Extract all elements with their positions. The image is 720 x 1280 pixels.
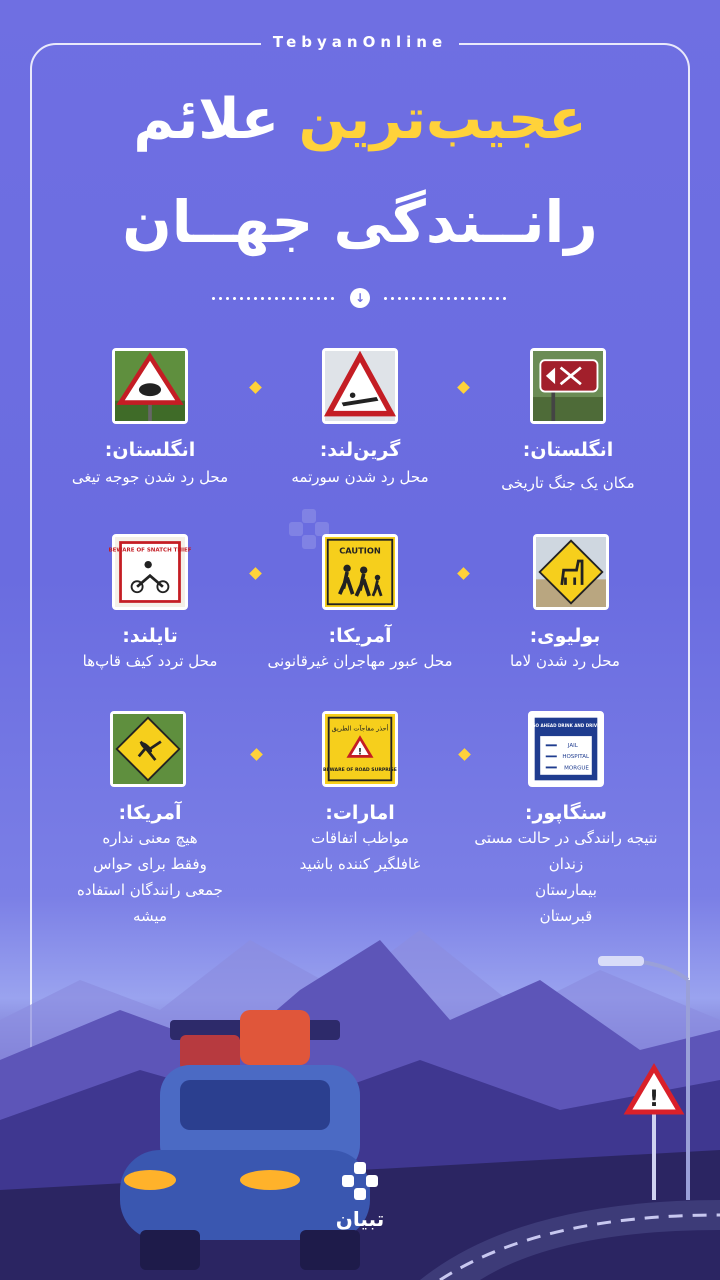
item-5-desc: محل عبور مهاجران غیرقانونی — [267, 652, 453, 670]
brand-header — [0, 32, 720, 51]
sign-uae-road-surprise — [322, 711, 398, 787]
svg-text:JAIL: JAIL — [567, 743, 578, 750]
item-8-desc-1: مواظب اتفاقات — [311, 829, 409, 847]
item-7-desc-4: قبرستان — [539, 907, 593, 925]
arrow-down-icon: ↓ — [350, 288, 370, 308]
sign-bolivia-llama — [533, 534, 609, 610]
llama-crossing-sign-icon — [536, 537, 606, 607]
item-1-desc: مکان یک جنگ تاریخی — [501, 474, 635, 492]
section-divider — [210, 288, 510, 308]
logo-text: تبیان — [335, 1207, 385, 1231]
svg-text:HOSPITAL: HOSPITAL — [562, 754, 590, 761]
item-8-desc-2: غافلگیر کننده باشید — [299, 855, 421, 873]
sign-road-surprise-text: BEWARE OF ROAD SURPRISE — [323, 768, 397, 774]
item-1-country: انگلستان: — [522, 439, 614, 461]
item-3-country: انگلستان: — [104, 439, 196, 461]
mosquito-sign-icon — [113, 714, 183, 784]
item-9-desc-1: هیچ معنی نداره — [102, 829, 198, 847]
brand-name: TebyanOnline — [261, 33, 459, 51]
page-title-line-1 — [0, 80, 720, 160]
item-4-desc: محل رد شدن لاما — [510, 652, 620, 670]
title-word: علائم — [133, 87, 280, 152]
road-surprise-sign-icon — [325, 714, 395, 784]
hedgehog-crossing-sign-icon — [115, 351, 185, 421]
item-8-country: امارات: — [325, 802, 395, 824]
tebyan-logo — [330, 1160, 390, 1240]
svg-text:MORGUE: MORGUE — [564, 765, 589, 772]
item-2-desc: محل رد شدن سورتمه — [291, 468, 429, 486]
sign-caution-text: CAUTION — [339, 545, 381, 556]
snatch-thief-sign-icon — [108, 537, 192, 607]
item-6-country: تایلند: — [122, 625, 178, 647]
sled-crossing-sign-icon — [325, 351, 395, 421]
item-7-desc-1: نتیجه رانندگی در حالت مستی — [474, 829, 658, 847]
item-7-country: سنگاپور: — [524, 802, 608, 824]
item-5-country: آمریکا: — [328, 625, 392, 647]
item-9-desc-2: وفقط برای حواس — [93, 855, 207, 873]
historic-battle-sign-icon — [533, 351, 603, 421]
sign-singapore-drink-drive — [528, 711, 604, 787]
item-2-country: گرین‌لند: — [319, 439, 401, 461]
sign-usa-immigrants — [322, 534, 398, 610]
item-6-desc: محل تردد کیف قاپ‌ها — [82, 652, 218, 670]
svg-text:!: ! — [357, 746, 363, 758]
item-4-country: بولیوی: — [529, 625, 601, 647]
sign-england-hedgehog — [112, 348, 188, 424]
title-highlight: عجیب‌ترین — [298, 87, 587, 152]
item-9-country: آمریکا: — [118, 802, 182, 824]
item-9-desc-3: جمعی رانندگان استفاده — [77, 881, 223, 899]
sign-usa-mosquito — [110, 711, 186, 787]
immigrant-crossing-sign-icon — [325, 537, 395, 607]
page-title-line-2: رانــندگی جهــان — [122, 188, 598, 256]
sign-greenland-sled — [322, 348, 398, 424]
svg-text:!: ! — [648, 1087, 660, 1112]
tebyan-logo-icon — [338, 1160, 382, 1204]
item-7-desc-3: بیمارستان — [535, 881, 597, 899]
sign-thailand-snatch — [108, 534, 192, 610]
sign-england-battle — [530, 348, 606, 424]
sign-beware-text: BEWARE OF SNATCH THIEF — [108, 547, 192, 554]
drink-drive-sign-icon — [531, 714, 601, 784]
sign-arabic-text: أحذر مفاجآت الطريق — [331, 724, 389, 733]
item-9-desc-4: میشه — [133, 907, 167, 925]
item-3-desc: محل رد شدن جوجه تیغی — [71, 468, 229, 486]
item-7-desc-2: زندان — [548, 855, 584, 873]
sign-drink-drive-text: GO AHEAD DRINK AND DRIVE — [532, 722, 600, 728]
